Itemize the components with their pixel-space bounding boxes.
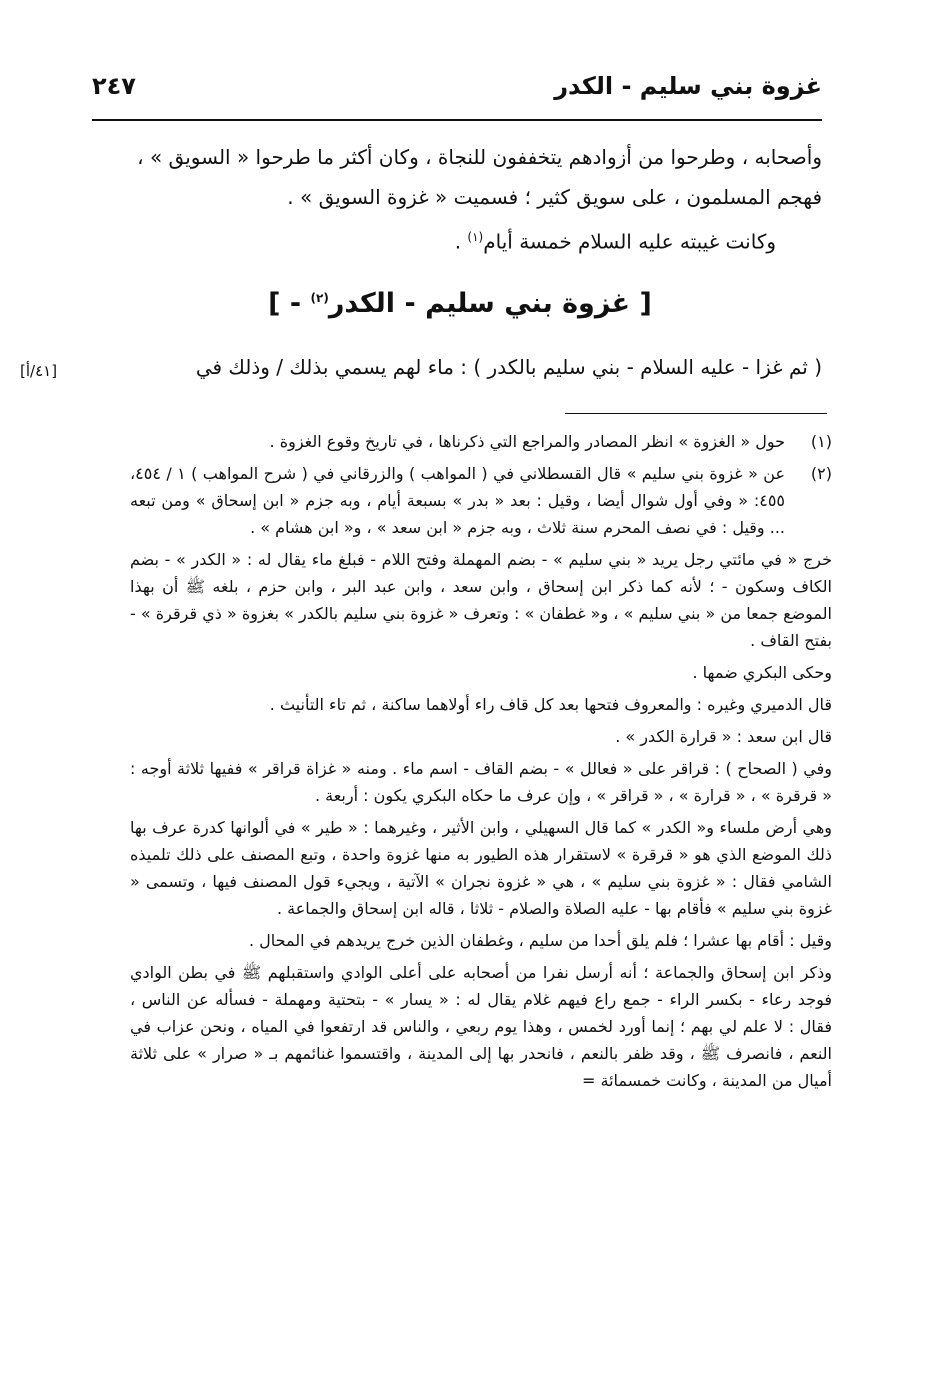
footnote-separator <box>565 413 827 414</box>
footnote-paragraph: وفي ( الصحاح ) : قراقر على « فعالل » - بضم القاف - اسم ماء . ومنه « غزاة قراقر » ففيها ثلاثة أوجه : « قرقرة » ، « قرارة » ، « قراقر » ، وإن عرف ما حكاه البكري يكون : أربعة . <box>130 759 832 805</box>
footnote-paragraph: قال الدميري وغيره : والمعروف فتحها بعد كل قاف راء أولاهما ساكنة ، ثم تاء التأنيث . <box>269 695 832 714</box>
footnote-number: (١) <box>810 432 832 451</box>
heading-close: - ] <box>268 288 311 319</box>
main-line-3-end: . <box>454 229 468 254</box>
main-line-1: وأصحابه ، وطرحوا من أزوادهم يتخففون للنجاة ، وكان أكثر ما طرحوا « السويق » ، <box>137 145 822 169</box>
footnote-marker-2: (٢) <box>310 291 329 305</box>
footnote-text: حول « الغزوة » انظر المصادر والمراجع التي ذكرناها ، في تاريخ وقوع الغزوة . <box>269 432 785 451</box>
footnote-1 <box>130 428 832 455</box>
margin-folio-reference: [٤١/أ] <box>20 362 58 380</box>
footnote-paragraph: خرج « في مائتي رجل يريد « بني سليم » - بضم المهملة وفتح اللام - فبلغ ماء يقال له : « الكدر » - بضم الكاف وسكون - ؛ لأنه كما ذكر ابن إسحاق ، وابن سعد ، وابن عبد البر ، وابن حزم ، بلغه ﷺ أن بهذا الموضع جمعا من « بني سليم » ، و« غطفان » : وتعرف « غزوة بني سليم بالكدر » بغزوة « ذي قرقرة » - بفتح القاف . <box>130 550 832 650</box>
main-line-2: فهجم المسلمون ، على سويق كثير ؛ فسميت « غزوة السويق » . <box>287 185 822 209</box>
footnote-paragraph: وقيل : أقام بها عشرا ؛ فلم يلق أحدا من سليم ، وغطفان الذين خرج يريدهم في المحال . <box>249 931 832 950</box>
footnote-paragraph: قال ابن سعد : « قرارة الكدر » . <box>615 727 832 746</box>
footnote-number: (٢) <box>810 464 832 483</box>
header-rule <box>92 119 822 121</box>
main-line-3-text: وكانت غيبته عليه السلام خمسة أيام <box>483 229 776 254</box>
running-title: غزوة بني سليم - الكدر <box>554 72 822 100</box>
footnote-marker-1: (١) <box>467 230 484 244</box>
section-heading <box>150 288 770 319</box>
heading-open: [ غزوة بني سليم - الكدر <box>328 288 652 319</box>
main-text <box>122 137 822 262</box>
footnote-paragraph: وحكى البكري ضمها . <box>692 663 832 682</box>
footnote-2 <box>130 460 832 541</box>
main-line-3 <box>122 217 822 262</box>
footnote-paragraph: وذكر ابن إسحاق والجماعة ؛ أنه أرسل نفرا من أصحابه على أعلى الوادي واستقبلهم ﷺ في بطن الوادي فوجد رعاء - بكسر الراء - جمع راع فيهم غلام يقال له : « يسار » - بتحتية ومهملة - فسأله عن الناس ، فقال : لا علم لي بهم ؛ إنما أورد لخمس ، وهذا يوم ربعي ، والناس قد ارتفعوا في المياه ، ونحن عزاب في النعم ، فانصرف ﷺ ، وقد ظفر بالنعم ، فانحدر بها إلى المدينة ، واقتسموا غنائمهم بـ « صرار » على ثلاثة أميال من المدينة ، وكانت خمسمائة = <box>130 963 832 1090</box>
footnote-paragraph: وهي أرض ملساء و« الكدر » كما قال السهيلي ، وابن الأثير ، وغيرهما : « طير » في ألوانها كدرة عرف بها ذلك الموضع الذي هو « قرقرة » لاستقرار هذه الطيور به منها غزوة واحدة ، وتبع المصنف على ذلك تلميذه الشامي فقال : « غزوة بني سليم » ، هي « غزوة نجران » الآتية ، ويجيء قول المصنف فيها ، وتسمى « غزوة بني سليم » فأقام بها - عليه الصلاة والصلام - ثلاثا ، قاله ابن إسحاق والجماعة . <box>130 818 832 918</box>
footnotes <box>130 428 832 1099</box>
footnote-text: عن « غزوة بني سليم » قال القسطلاني في ( المواهب ) والزرقاني في ( شرح المواهب ) ١ / ٤٥٤، ٤٥٥: « وفي أول شوال أيضا ، وقيل : بعد « بدر » بسبعة أيام ، وبه جزم « ابن إسحاق » ومن تبعه ... وقيل : في نصف المحرم سنة ثلاث ، وبه جزم « ابن سعد » ، و« ابن هشام » . <box>130 464 785 537</box>
page-header <box>92 72 822 112</box>
opening-line: ( ثم غزا - عليه السلام - بني سليم بالكدر ) : ماء لهم يسمي بذلك / وذلك في <box>195 355 822 379</box>
page-number: ٢٤٧ <box>92 72 136 100</box>
